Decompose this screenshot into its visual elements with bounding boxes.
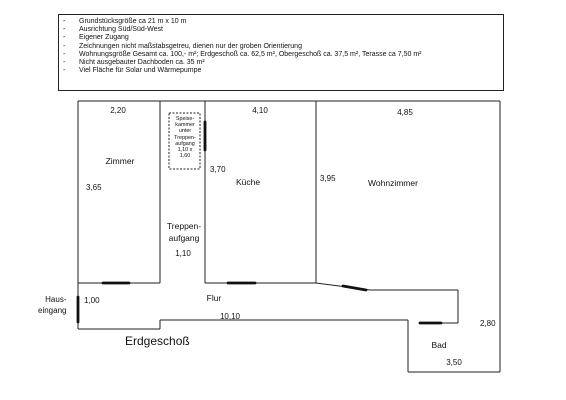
wohnzimmer-name-label: Wohnzimmer bbox=[368, 178, 418, 188]
zimmer-name-label: Zimmer bbox=[105, 156, 135, 166]
bad-width-label: 3,50 bbox=[446, 358, 462, 367]
walls bbox=[78, 101, 500, 372]
hauseingang-line-2: eingang bbox=[38, 306, 67, 315]
note-item: - Ausrichtung Süd/Süd-West bbox=[63, 26, 497, 34]
zimmer-depth-label: 3,65 bbox=[86, 183, 102, 192]
speisekammer-line-5: aufgang bbox=[175, 140, 195, 147]
treppe-size-label: 1,10 bbox=[175, 249, 191, 258]
treppe-line-1: Treppen- bbox=[166, 221, 202, 231]
speisekammer-line-3: unter bbox=[178, 128, 192, 135]
bad-depth-label: 2,80 bbox=[480, 319, 496, 328]
floor-title: Erdgeschoß bbox=[125, 334, 190, 348]
note-item: - Zeichnungen nicht maßstabsgetreu, dienen nur der groben Orientierung bbox=[63, 43, 497, 51]
note-item: - Grundstücksgröße ca 21 m x 10 m bbox=[63, 18, 497, 26]
speisekammer-line-4: Treppen- bbox=[174, 134, 196, 141]
speisekammer-line-1: Speise- bbox=[175, 116, 195, 122]
speisekammer-line-7: 1,60 bbox=[179, 153, 191, 160]
flur-name-label: Flur bbox=[206, 293, 222, 303]
speisekammer-label bbox=[174, 116, 196, 159]
note-item: - Wohnungsgröße Gesamt ca. 100,- m²; Erdgeschoß ca. 62,5 m², Obergeschoß ca. 37,5 m², Terasse ca 7,50 m² bbox=[63, 51, 497, 59]
wohnzimmer-width-label: 4,85 bbox=[397, 108, 413, 117]
hauseingang-line-1: Haus- bbox=[45, 295, 67, 304]
note-item: - Nicht ausgebauter Dachboden ca. 35 m² bbox=[63, 59, 497, 67]
kueche-width-label: 4,10 bbox=[252, 106, 268, 115]
treppe-line-2: aufgang bbox=[168, 233, 200, 243]
hauseingang-label bbox=[38, 294, 66, 316]
treppenaufgang-label bbox=[167, 220, 201, 244]
flur-length-label: 10,10 bbox=[219, 312, 241, 321]
note-item: - Eigener Zugang bbox=[63, 34, 497, 42]
kueche-depth-label: 3,70 bbox=[210, 165, 226, 174]
wohnzimmer-door bbox=[343, 286, 366, 290]
speisekammer-line-6: 1,10 x bbox=[177, 147, 193, 154]
wohnzimmer-depth-label: 3,95 bbox=[320, 174, 336, 183]
doors bbox=[78, 122, 441, 323]
zimmer-width-label: 2,20 bbox=[110, 106, 126, 115]
bad-name-label: Bad bbox=[431, 340, 447, 350]
speisekammer-line-2: kammer bbox=[175, 122, 195, 129]
hauseingang-width-label: 1,00 bbox=[84, 296, 100, 305]
kueche-name-label: Küche bbox=[235, 177, 261, 187]
note-item: - Viel Fläche für Solar und Wärmepumpe bbox=[63, 67, 497, 75]
